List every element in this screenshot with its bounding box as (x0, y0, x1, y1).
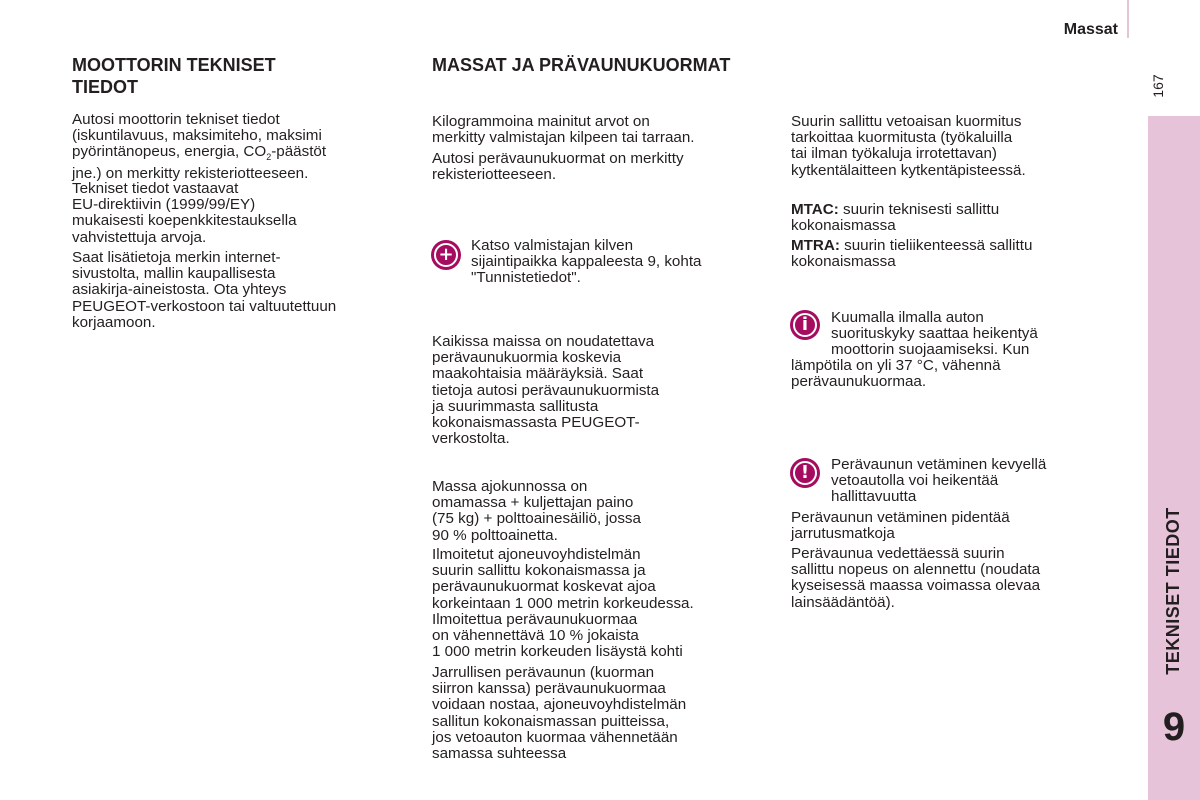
weights-paragraph-4: Massa ajokunnossa on omamassa + kuljettajan paino (75 kg) + polttoainesäiliö, jossa 90 % polttoainetta. (432, 478, 641, 544)
weights-paragraph-2: Autosi perävaunukuormat on merkitty rekisteriotteeseen. (432, 150, 684, 184)
section-title: Massat (1063, 21, 1118, 38)
weights-heading: MASSAT JA PRÄVAUNUKUORMAT (432, 55, 731, 75)
engine-specs-paragraph-2: Tekniset tiedot vastaavat EU-direktiivin (1999/99/EY) mukaisesti koepenkkitestauksella vahvistettuja arvoja. (72, 180, 297, 246)
plate-location-note: Katso valmistajan kilven sijaintipaikka kappaleesta 9, kohta "Tunnistetiedot". (471, 237, 702, 287)
hot-weather-note-indented: Kuumalla ilmalla auton suorituskyky saattaa heikentyä moottorin suojaamiseksi. Kun (831, 309, 1038, 359)
hot-weather-note-continued: lämpötila on yli 37 °C, vähennä perävaunukuormaa. (791, 357, 1001, 391)
plus-circle-icon: + (431, 240, 461, 270)
speed-limit-paragraph: Perävaunua vedettäessä suurin sallittu nopeus on alennettu (noudata kyseisessä maassa voimassa olevaa lainsäädäntöä). (791, 545, 1041, 611)
header-divider (1127, 0, 1129, 38)
chapter-tab-label: TEKNISET TIEDOT (1163, 507, 1183, 675)
engine-specs-paragraph-3: Saat lisätietoja merkin internet- sivustolta, mallin kaupallisesta asiakirja-aineistosta. Ota yhteys PEUGEOT-verkostoon tai valtuutettuun korjaamoon. (72, 249, 337, 331)
chapter-number: 9 (1162, 705, 1186, 749)
weights-paragraph-1: Kilogrammoina mainitut arvot on merkitty valmistajan kilpeen tai tarraan. (432, 113, 695, 147)
mtra-definition: MTRA: suurin tieliikenteessä sallittu kokonaismassa (791, 237, 1033, 271)
page-number: 167 (1150, 74, 1166, 98)
engine-specs-heading: MOOTTORIN TEKNISET TIEDOT (72, 55, 276, 97)
weights-paragraph-3: Kaikissa maissa on noudatettava perävaunukuormia koskevia maakohtaisia määräyksiä. Saat tietoja autosi perävaunukuormista ja suurimmasta sallitusta kokonaismassasta PEUGEOT- verkostolta. (432, 333, 660, 448)
info-circle-icon: i (790, 310, 820, 340)
mtac-definition: MTAC: suurin teknisesti sallittu kokonaismassa (791, 201, 1000, 235)
engine-specs-paragraph-1: Autosi moottorin tekniset tiedot (iskuntilavuus, maksimiteho, maksimi pyörintänopeus, energia, $CO_2$-päästöt jne.) on merkitty rekisteriotteeseen. (72, 111, 327, 182)
braking-distance-paragraph: Perävaunun vetäminen pidentää jarrutusmatkoja (791, 509, 1010, 543)
weights-paragraph-5: Ilmoitetut ajoneuvoyhdistelmän suurin sallittu kokonaismassa ja perävaunukuormat koskevat ajoa korkeintaan 1 000 metrin korkeudessa. Ilmoitettua perävaunukuormaa on vähennettävä 10 % jokaista 1 000 metrin korkeuden lisäystä kohti (432, 546, 694, 661)
weights-paragraph-6: Jarrullisen perävaunun (kuorman siirron kanssa) perävaunukuormaa voidaan nostaa, ajoneuvoyhdistelmän sallitun kokonaismassan puitteissa, jos vetoauton kuormaa vähennetään samassa suhteessa (432, 664, 687, 763)
exclamation-circle-icon: ! (790, 458, 820, 488)
light-vehicle-warning: Perävaunun vetäminen kevyellä vetoautolla voi heikentää hallittavuutta (831, 456, 1047, 506)
drawbar-load-paragraph: Suurin sallittu vetoaisan kuormitus tarkoittaa kuormitusta (työkaluilla tai ilman työkaluja irrotettavan) kytkentälaitteen kytkentäpisteessä. (791, 113, 1026, 179)
